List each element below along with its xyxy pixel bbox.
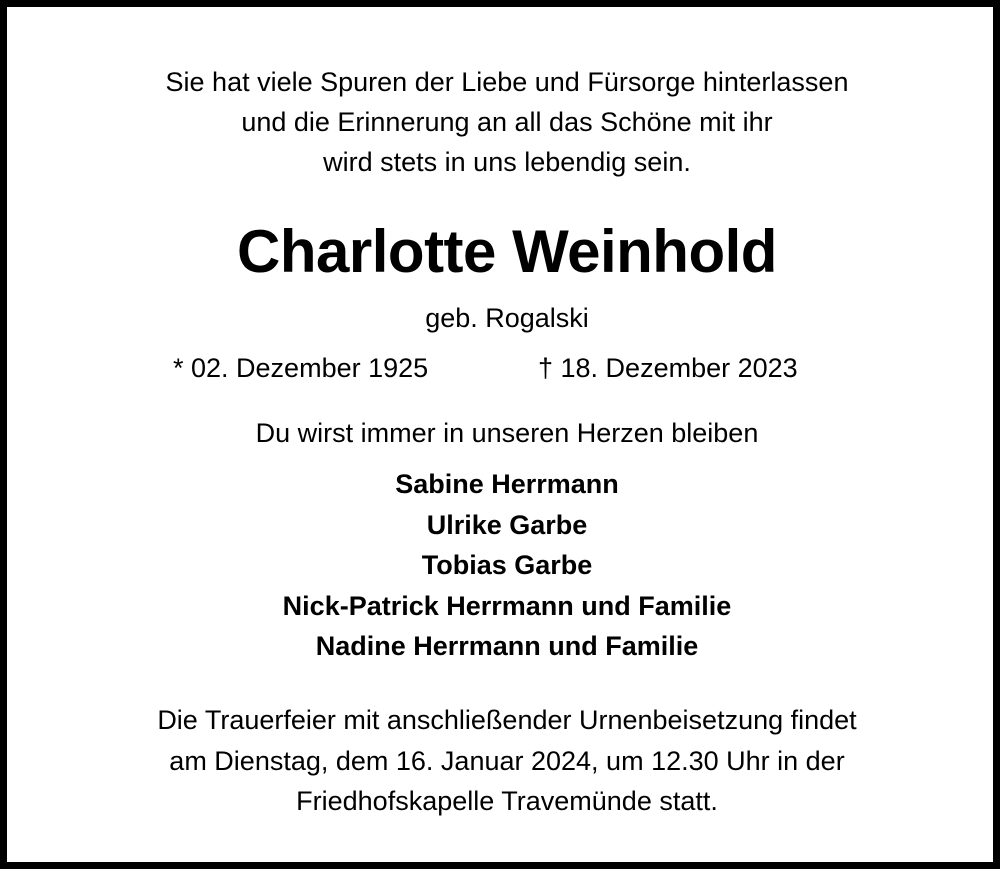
death-date: † 18. Dezember 2023	[538, 353, 798, 383]
service-line-2: am Dienstag, dem 16. Januar 2024, um 12.30 Uhr in der	[169, 746, 845, 776]
tribute-line: Du wirst immer in unseren Herzen bleiben	[255, 418, 759, 448]
family-member-3: Tobias Garbe	[421, 550, 593, 580]
maiden-name: geb. Rogalski	[425, 303, 589, 333]
family-member-4: Nick-Patrick Herrmann und Familie	[282, 591, 732, 621]
dates-row	[7, 353, 1000, 393]
service-line-3: Friedhofskapelle Travemünde statt.	[296, 786, 718, 816]
family-member-5: Nadine Herrmann und Familie	[315, 631, 699, 661]
family-member-2: Ulrike Garbe	[426, 510, 588, 540]
intro-line-2: und die Erinnerung an all das Schöne mit ihr	[241, 107, 773, 137]
intro-line-3: wird stets in uns lebendig sein.	[323, 147, 691, 177]
birth-date: * 02. Dezember 1925	[173, 353, 429, 383]
deceased-name: Charlotte Weinhold	[237, 218, 777, 285]
family-member-1: Sabine Herrmann	[395, 469, 619, 499]
service-line-1: Die Trauerfeier mit anschließender Urnenbeisetzung findet	[157, 705, 857, 735]
intro-line-1: Sie hat viele Spuren der Liebe und Fürsorge hinterlassen	[165, 67, 849, 97]
